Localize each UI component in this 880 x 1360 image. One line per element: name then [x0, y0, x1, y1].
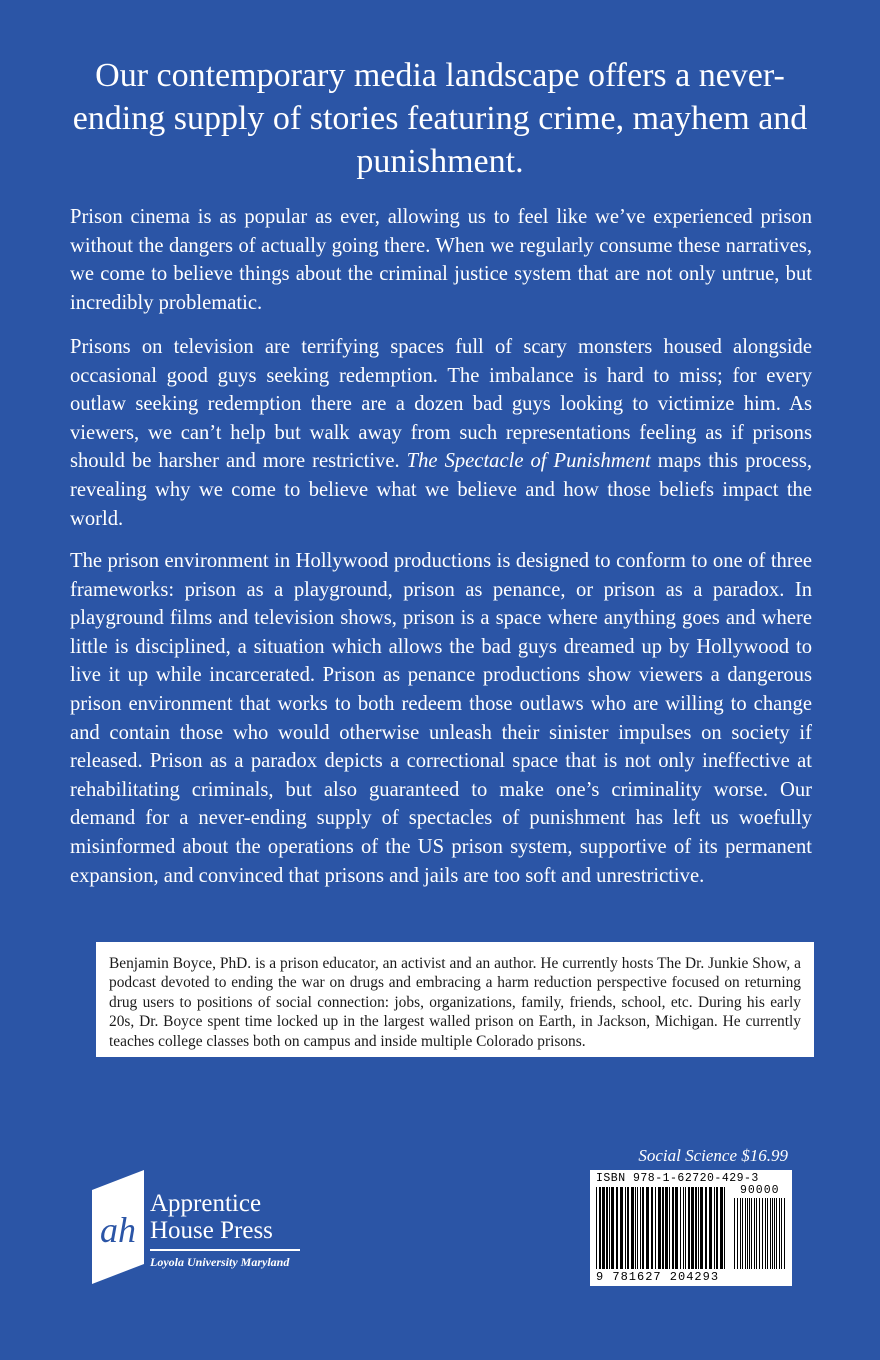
barcode-bar	[611, 1187, 614, 1269]
barcode-bar	[742, 1198, 743, 1269]
publisher-name-line-1: Apprentice	[150, 1190, 262, 1217]
barcode-bar	[680, 1187, 681, 1269]
barcode-bar	[662, 1187, 664, 1269]
barcode-bar	[627, 1187, 629, 1269]
publisher-name	[150, 1190, 273, 1244]
addon-barcode-bars	[734, 1198, 786, 1269]
barcode-bar	[737, 1198, 738, 1269]
barcode-bar	[602, 1187, 605, 1269]
paragraph-2-text-before: Prisons on television are terrifying spaces full of scary monsters housed alongside occasional good guys seeking redemption. The imbalance is hard to miss; for every outlaw seeking redemption there are a dozen bad guys looking to victimize him. As viewers, we can’t help but walk away from such representations feeling as if prisons should be harsher and more restrictive.	[70, 336, 812, 473]
barcode-bar	[770, 1198, 771, 1269]
barcode-bar	[599, 1187, 601, 1269]
barcode-bar	[700, 1187, 703, 1269]
barcode-bar	[637, 1187, 638, 1269]
barcode-bar	[658, 1187, 661, 1269]
book-title: The Spectacle of Punishment	[406, 450, 651, 473]
barcode-bar	[698, 1187, 699, 1269]
paragraph-2-text-after: maps this process, revealing why we come to believe what we believe and how those beliefs impact the world.	[70, 450, 812, 530]
barcode-bar	[642, 1187, 644, 1269]
barcode-bar	[781, 1198, 782, 1269]
barcode-bar	[759, 1198, 760, 1269]
barcode-bar	[655, 1187, 656, 1269]
isbn-label: ISBN 978-1-62720-429-3	[596, 1172, 759, 1185]
category-price: Social Science $16.99	[638, 1146, 788, 1165]
barcode-bar	[754, 1198, 755, 1269]
barcode-bar	[609, 1187, 610, 1269]
price-addon-number: 90000	[740, 1184, 780, 1197]
barcode-bar	[714, 1187, 715, 1269]
barcode-bar	[762, 1198, 763, 1269]
barcode-bar	[672, 1187, 674, 1269]
description-paragraph-1: Prison cinema is as popular as ever, allowing us to feel like we’ve experienced prison without the dangers of actually going there. When we regularly consume these narratives, we come to believe things about the criminal justice system that are not only untrue, but incredibly problematic.	[70, 206, 812, 314]
barcode-bar	[640, 1187, 641, 1269]
description-paragraph-2	[70, 333, 812, 533]
barcode-bar	[651, 1187, 653, 1269]
barcode-bar	[756, 1198, 757, 1269]
barcode-bar	[767, 1198, 768, 1269]
barcode-bar	[740, 1198, 741, 1269]
barcode-bar	[620, 1187, 623, 1269]
barcode-bar	[683, 1187, 684, 1269]
description-paragraph-3: The prison environment in Hollywood productions is designed to conform to one of three frameworks: prison as a playground, prison as penance, or prison as a paradox. In playground films and television shows, prison is a space where anything goes and where little is disciplined, a situation which allows the bad guys dreamed up by Hollywood to live it up while incarcerated. Prison as penance productions show viewers a dangerous prison environment that works to both redeem those outlaws who are willing to change and contain those who would otherwise unleash their sinister impulses on society if released. Prison as a paradox depicts a correctional space that is not only ineffective at rehabilitating criminals, but also guaranteed to make one’s criminality worse. Our demand for a never-ending supply of spectacles of punishment has left us woefully misinformed about the operations of the US prison system, supportive of its permanent expansion, and convinced that prisons and jails are too soft and unrestrictive.	[70, 550, 812, 887]
barcode-bar	[716, 1187, 718, 1269]
barcode-bar	[665, 1187, 668, 1269]
barcode-bar	[635, 1187, 636, 1269]
barcode-bar	[747, 1198, 748, 1269]
barcode-bar	[688, 1187, 690, 1269]
barcode-bar	[784, 1198, 785, 1269]
barcode-panel	[590, 1170, 792, 1286]
barcode-bar	[709, 1187, 712, 1269]
barcode-bar	[776, 1198, 777, 1269]
barcode-bar	[596, 1187, 597, 1269]
barcode-bar	[749, 1198, 750, 1269]
barcode-bar	[685, 1187, 686, 1269]
barcode-bar	[734, 1198, 735, 1269]
barcode-bar	[616, 1187, 618, 1269]
barcode-bar	[751, 1198, 752, 1269]
barcode-bar	[646, 1187, 649, 1269]
barcode-bar	[691, 1187, 694, 1269]
publisher-emblem-icon	[88, 1168, 152, 1286]
barcode-bar	[631, 1187, 634, 1269]
ean-digits: 9 781627 204293	[596, 1270, 720, 1284]
publisher-divider	[150, 1249, 300, 1251]
barcode-bar	[720, 1187, 723, 1269]
barcode-bar	[675, 1187, 678, 1269]
ean-barcode-bars	[596, 1187, 726, 1269]
barcode-bar	[774, 1198, 775, 1269]
barcode-bar	[772, 1198, 773, 1269]
author-bio-text: Benjamin Boyce, PhD. is a prison educator, an activist and an author. He currently hosts The Dr. Junkie Show, a podcast devoted to ending the war on drugs and embracing a harm reduction perspective focused on returning drug users to positions of social connection: jobs, organizations, family, friends, school, etc. During his early 20s, Dr. Boyce spent time locked up in the largest walled prison on Earth, in Jackson, Michigan. He currently teaches college classes both on campus and inside multiple Colorado prisons.	[109, 955, 801, 1050]
publisher-affiliation: Loyola University Maryland	[150, 1255, 290, 1269]
author-bio-box	[96, 942, 814, 1057]
barcode-bar	[779, 1198, 780, 1269]
barcode-bar	[695, 1187, 697, 1269]
barcode-bar	[625, 1187, 626, 1269]
barcode-bar	[765, 1198, 766, 1269]
barcode-bar	[669, 1187, 670, 1269]
barcode-bar	[724, 1187, 725, 1269]
barcode-bar	[705, 1187, 707, 1269]
publisher-name-line-2: House Press	[150, 1217, 273, 1244]
cover-headline: Our contemporary media landscape offers a never-ending supply of stories featuring crime, mayhem and punishment.	[72, 57, 808, 180]
barcode-bar	[745, 1198, 746, 1269]
barcode-bar	[606, 1187, 608, 1269]
emblem-monogram: ah	[100, 1210, 136, 1250]
